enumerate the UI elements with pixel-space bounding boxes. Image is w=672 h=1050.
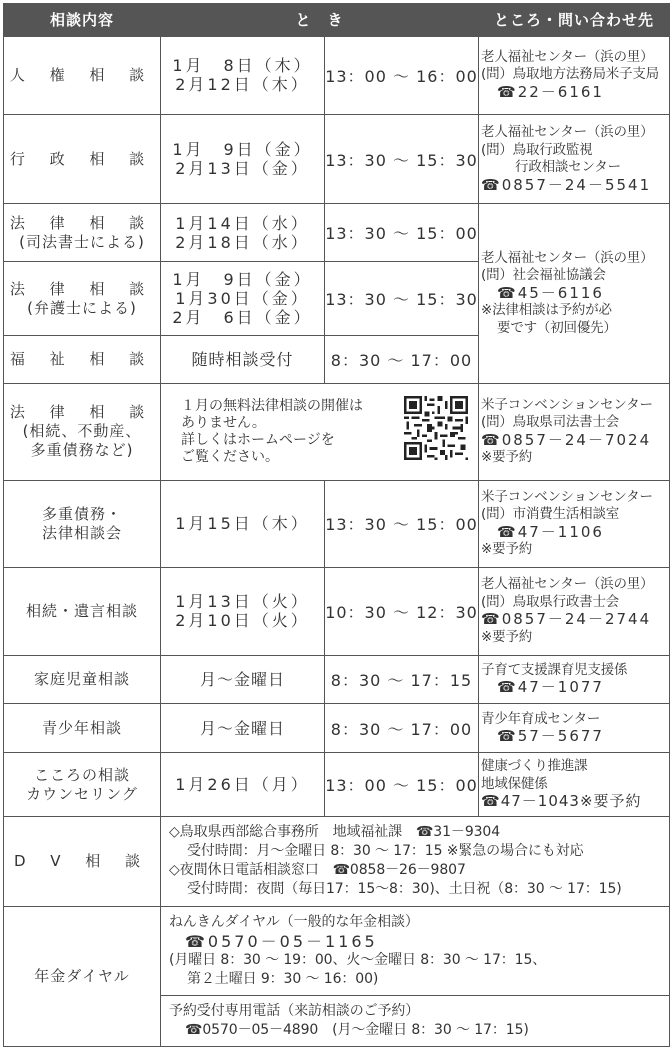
category-label: 相続・遺言相談 (25, 601, 138, 620)
venue: 米子コンベンションセンター (481, 396, 653, 413)
venue: 老人福祉センター（浜の里） (481, 249, 654, 266)
phone-number[interactable]: ☎57－5677 (497, 727, 604, 746)
place-cell (479, 114, 670, 203)
category-cell (4, 336, 161, 384)
category-label: 法 律 相 談 (9, 403, 155, 422)
category-cell (4, 817, 161, 906)
date-cell: 月～金曜日 (161, 704, 325, 753)
date: 1月 8日（木） (172, 56, 313, 76)
date: 1月 9日（金） (172, 140, 313, 159)
note: ※要予約 (481, 449, 533, 466)
category-label: 法律相談会 (41, 523, 122, 542)
category-sublabel: (相続、不動産、 (22, 422, 142, 441)
category-sublabel: (弁護士による) (27, 298, 137, 317)
contact: (問）社会福祉協議会 (481, 267, 606, 284)
notice-cell (161, 384, 479, 481)
date: 1月13日（火） (175, 592, 310, 612)
category-cell (4, 204, 161, 262)
time-cell: 10：30 ～ 12：30 (325, 568, 479, 655)
phone-number[interactable]: ☎45－6116 (497, 283, 604, 302)
date: 1月30日（金） (175, 289, 310, 309)
category-cell (4, 36, 161, 114)
pension-dial-hours: (月曜日 8：30 ～ 19：00、火～金曜日 8：30 ～ 17：15、 (169, 951, 547, 968)
place-cell (479, 384, 670, 481)
time-cell: 8：30 ～ 17：00 (325, 336, 479, 384)
date: 1月14日（水） (175, 213, 310, 233)
dv-night-office: ◇夜間休日電話相談窓口 ☎0858－26－9807 (169, 862, 466, 879)
pension-dial (161, 906, 670, 995)
pension-reserve (161, 996, 670, 1047)
notice-text: 詳しくはホームページを (181, 431, 335, 448)
pension-dial-title: ねんきんダイヤル（一般的な年金相談） (169, 913, 419, 930)
place-cell (479, 36, 670, 114)
date-cell (161, 753, 325, 817)
place-cell (479, 655, 670, 704)
phone-number[interactable]: ☎0857－24－7024 (481, 430, 652, 449)
note: ※要予約 (481, 628, 533, 645)
category-label: 年金ダイヤル (34, 966, 130, 985)
category-cell (4, 753, 161, 817)
category-cell (4, 262, 161, 336)
table-row (4, 114, 670, 203)
category-label: 福 祉 相 談 (9, 350, 155, 369)
header-when: と き (161, 4, 479, 37)
venue: 青少年育成センター (481, 710, 601, 727)
category-cell (4, 114, 161, 203)
table-row (4, 204, 670, 262)
category-cell (4, 480, 161, 567)
contact: (問）鳥取地方法務局米子支局 (481, 66, 659, 83)
dv-hours: 受付時間：月～金曜日 8：30 ～ 17：15 ※緊急の場合にも対応 (187, 843, 584, 860)
contact: (問）鳥取県行政書士会 (481, 593, 620, 610)
qr-code-icon[interactable] (404, 396, 468, 460)
time-cell: 13：30 ～ 15：00 (325, 480, 479, 567)
date-cell (161, 262, 325, 336)
date-cell (161, 114, 325, 203)
contact-sub: 行政相談センター (515, 159, 621, 175)
date: 2月10日（火） (175, 611, 310, 631)
venue: 健康づくり推進課 (481, 758, 588, 775)
venue: 老人福祉センター（浜の里） (481, 124, 654, 140)
date-cell (161, 568, 325, 655)
category-sublabel: 多重債務など) (30, 441, 134, 460)
category-label: 法 律 相 談 (9, 279, 155, 298)
dv-details (161, 817, 670, 906)
category-cell (4, 655, 161, 704)
phone-number[interactable]: ☎0857－24－5541 (481, 175, 652, 194)
shared-place-cell (479, 204, 670, 384)
notice-text: １月の無料法律相談の開催は (181, 397, 363, 414)
time-cell: 13：30 ～ 15：00 (325, 204, 479, 262)
category-label: こころの相談 (33, 765, 130, 784)
phone-number[interactable]: ☎22－6161 (497, 82, 604, 101)
date-cell: 随時相談受付 (161, 336, 325, 384)
venue: 米子コンベンションセンター (481, 488, 653, 505)
category-label: カウンセリング (26, 784, 138, 803)
venue: 子育て支援課育児支援係 (481, 661, 628, 678)
notice-text: ありません。 (181, 414, 266, 431)
contact: (問）市消費生活相談室 (481, 506, 620, 523)
category-label: 青少年相談 (41, 718, 122, 737)
date: 2月12日（木） (175, 75, 310, 95)
table-row (4, 568, 670, 655)
date: 2月 6日（金） (172, 308, 313, 328)
venue: 老人福祉センター（浜の里） (481, 48, 654, 65)
date-cell (161, 480, 325, 567)
dv-night-hours: 受付時間：夜間（毎日17：15～8：30)、土日祝（8：30 ～ 17：15) (187, 881, 622, 898)
dv-row (4, 817, 670, 906)
time-cell: 13：00 ～ 15：00 (325, 753, 479, 817)
header-row (4, 4, 670, 37)
place-cell (479, 704, 670, 753)
pension-reserve-title: 予約受付専用電話（来訪相談のご予約） (169, 1003, 420, 1020)
header-category: 相談内容 (4, 4, 161, 37)
place-cell (479, 753, 670, 817)
time-cell: 13：00 ～ 16：00 (325, 36, 479, 114)
notice-text: ご覧ください。 (181, 448, 279, 465)
category-cell (4, 906, 161, 1046)
place-cell (479, 480, 670, 567)
date: 1月26日（月） (175, 775, 310, 795)
venue: 老人福祉センター（浜の里） (481, 576, 654, 593)
table-row (4, 753, 670, 817)
table-row (4, 655, 670, 704)
category-label: 法 律 相 談 (9, 213, 155, 232)
phone-number[interactable]: ☎47－1077 (497, 678, 604, 697)
date: 2月18日（水） (175, 232, 310, 252)
category-label: 家庭児童相談 (33, 669, 130, 688)
time-cell: 8：30 ～ 17：00 (325, 704, 479, 753)
category-cell (4, 384, 161, 481)
date: 1月15日（木） (175, 514, 310, 534)
category-label: 行 政 相 談 (9, 149, 155, 168)
date: 2月13日（金） (175, 159, 310, 178)
note: ※法律相談は予約が必 (481, 302, 612, 319)
category-label: D V 相 談 (13, 851, 151, 870)
time-cell: 13：30 ～ 15：30 (325, 262, 479, 336)
pension-dial-hours: 第２土曜日 9：30 ～ 16：00) (187, 970, 379, 987)
place-cell (479, 568, 670, 655)
category-label: 多重債務・ (41, 504, 122, 523)
date: 1月 9日（金） (172, 270, 313, 290)
category-label: 人 権 相 談 (9, 65, 155, 84)
phone-number[interactable]: ☎47－1043※要予約 (481, 792, 642, 811)
table-row (4, 36, 670, 114)
table-row (4, 480, 670, 567)
note: ※要予約 (481, 541, 533, 558)
phone-number[interactable]: ☎0857－24－2744 (481, 610, 652, 629)
date-cell (161, 204, 325, 262)
time-cell: 8：30 ～ 17：15 (325, 655, 479, 704)
pension-dial-phone[interactable]: ☎0570－05－1165 (185, 931, 378, 951)
contact: (問）鳥取行政監視 (481, 141, 593, 158)
pension-reserve-phone[interactable]: ☎0570－05－4890 (月～金曜日 8：30 ～ 17：15) (185, 1022, 529, 1039)
time-cell: 13：30 ～ 15：30 (325, 114, 479, 203)
pension-row (4, 906, 670, 995)
header-where: ところ・問い合わせ先 (479, 4, 670, 37)
note: 要です（初回優先） (497, 319, 617, 336)
category-cell (4, 704, 161, 753)
phone-number[interactable]: ☎47－1106 (497, 522, 604, 541)
contact: 地域保健係 (481, 775, 548, 792)
category-cell (4, 568, 161, 655)
consultation-table (3, 3, 670, 1047)
table-row (4, 704, 670, 753)
dv-office: ◇鳥取県西部総合事務所 地域福祉課 ☎31－9304 (169, 824, 501, 841)
date-cell (161, 36, 325, 114)
table-row (4, 384, 670, 481)
category-sublabel: (司法書士による) (19, 232, 145, 251)
contact: (問）鳥取県司法書士会 (481, 414, 620, 431)
date-cell: 月～金曜日 (161, 655, 325, 704)
